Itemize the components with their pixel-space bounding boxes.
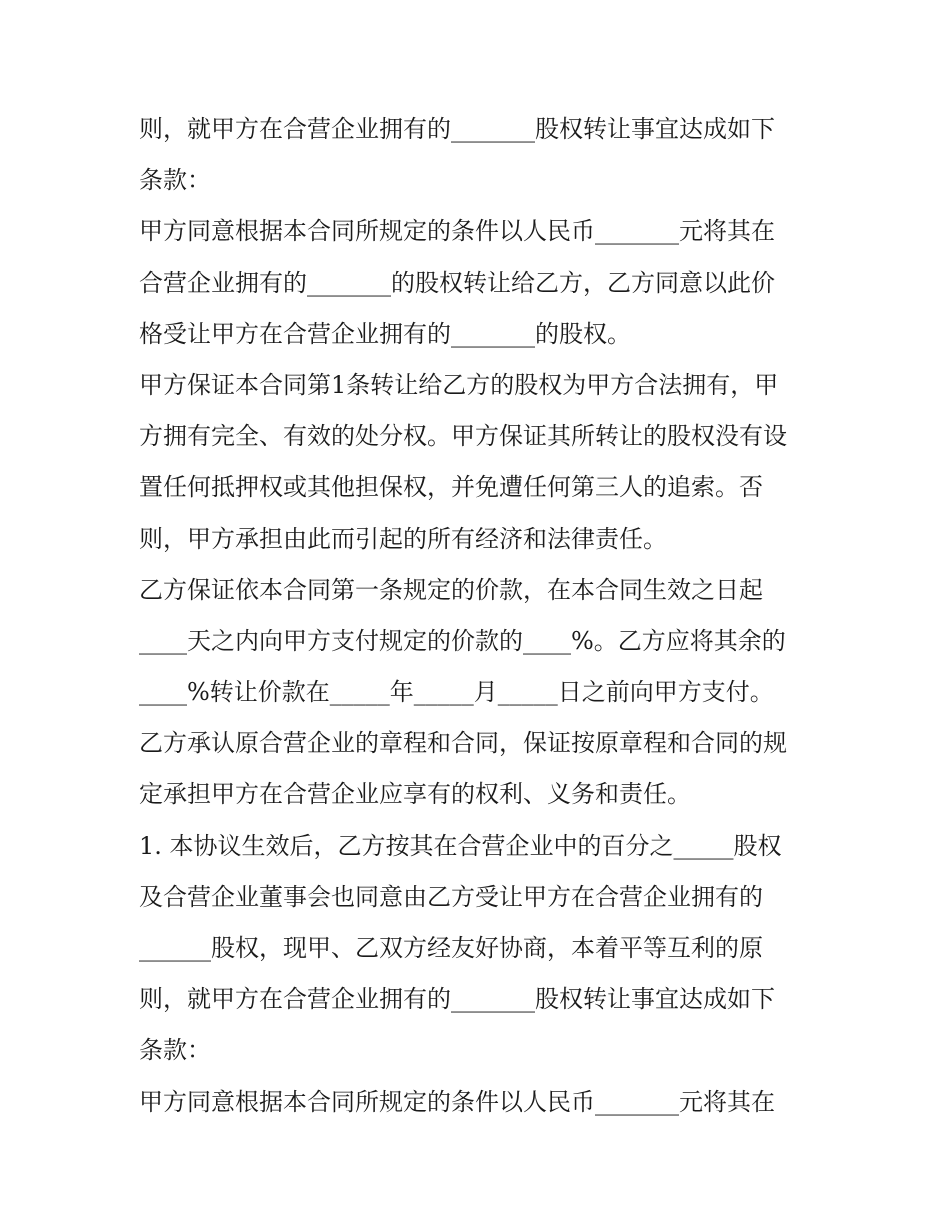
text-line: 1. 本协议生效后，乙方按其在合营企业中的百分之_____股权 — [139, 831, 782, 860]
text-line: ______股权，现甲、乙双方经友好协商，本着平等互利的原 — [139, 934, 763, 962]
document-body — [139, 104, 829, 1128]
text-line: 格受让甲方在合营企业拥有的_______的股权。 — [139, 319, 631, 348]
text-line: 则，甲方承担由此而引起的所有经济和法律责任。 — [139, 524, 667, 553]
text-line: 条款： — [139, 166, 211, 195]
text-line: 合营企业拥有的_______的股权转让给乙方，乙方同意以此价 — [139, 268, 775, 297]
text-line: 则，就甲方在合营企业拥有的_______股权转让事宜达成如下 — [139, 985, 775, 1014]
text-line: 条款： — [139, 1036, 211, 1065]
text-line: 则，就甲方在合营企业拥有的_______股权转让事宜达成如下 — [139, 115, 775, 143]
text-line: 置任何抵押权或其他担保权，并免遭任何第三人的追索。否 — [139, 473, 763, 502]
text-line: ____天之内向甲方支付规定的价款的____%。乙方应将其余的 — [139, 626, 786, 655]
text-line: 甲方保证本合同第1条转让给乙方的股权为甲方合法拥有，甲 — [139, 370, 779, 399]
text-line: 方拥有完全、有效的处分权。甲方保证其所转让的股权没有设 — [139, 422, 787, 451]
text-line: 定承担甲方在合营企业应享有的权利、义务和责任。 — [139, 780, 691, 809]
text-line: 乙方承认原合营企业的章程和合同，保证按原章程和合同的规 — [139, 729, 787, 758]
text-line: 甲方同意根据本合同所规定的条件以人民币_______元将其在 — [139, 1087, 775, 1116]
text-line: 及合营企业董事会也同意由乙方受让甲方在合营企业拥有的 — [139, 882, 763, 911]
text-line: 甲方同意根据本合同所规定的条件以人民币_______元将其在 — [139, 217, 775, 246]
text-line: 乙方保证依本合同第一条规定的价款，在本合同生效之日起 — [139, 575, 763, 604]
text-line: ____%转让价款在_____年_____月_____日之前向甲方支付。 — [139, 678, 774, 707]
